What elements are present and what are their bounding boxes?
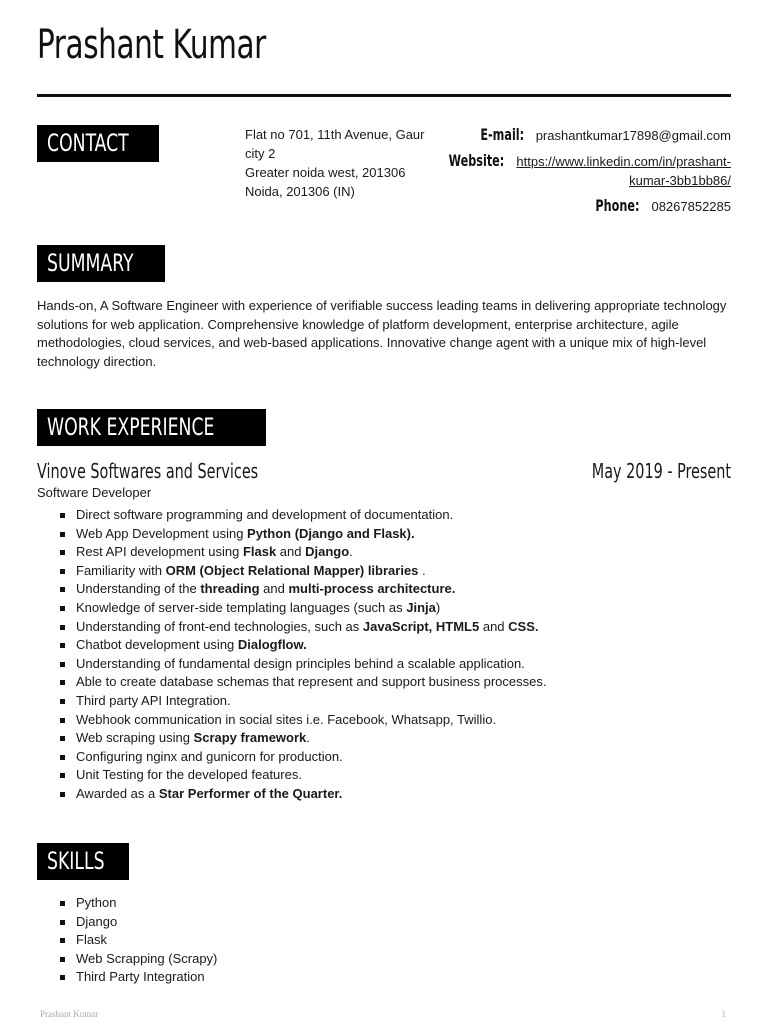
skill-item: Web Scrapping (Scrapy) [58, 950, 217, 969]
list-item: Third party API Integration. [58, 692, 546, 711]
address-block [245, 125, 435, 201]
contact-details [431, 125, 731, 222]
list-item: Configuring nginx and gunicorn for production. [58, 748, 546, 767]
website-link-line[interactable]: https://www.linkedin.com/in/prashant- [516, 154, 731, 169]
email-row [431, 125, 731, 145]
address-line: Noida, 201306 (IN) [245, 184, 355, 199]
email-label: E-mail: [479, 125, 524, 144]
skill-item: Flask [58, 931, 217, 950]
list-item: Unit Testing for the developed features. [58, 766, 546, 785]
skill-item: Python [58, 894, 217, 913]
header-divider [37, 94, 731, 97]
list-item: Familiarity with ORM (Object Relational Mapper) libraries . [58, 562, 546, 581]
section-heading-work-experience: WORK EXPERIENCE [37, 409, 266, 446]
website-label: Website: [448, 151, 505, 170]
list-item: Web App Development using Python (Django and Flask). [58, 525, 546, 544]
summary-line: solutions for web application. Comprehensive knowledge of platform development, enterprise architecture, agile [37, 316, 679, 332]
list-item: Understanding of front-end technologies, such as JavaScript, HTML5 and CSS. [58, 618, 546, 637]
company-name: Vinove Softwares and Services [37, 459, 259, 483]
section-heading-contact: CONTACT [37, 125, 159, 162]
section-heading-skills: SKILLS [37, 843, 129, 880]
phone-value: 08267852285 [651, 199, 731, 214]
skill-item: Django [58, 913, 217, 932]
list-item: Web scraping using Scrapy framework. [58, 729, 546, 748]
list-item: Direct software programming and development of documentation. [58, 506, 546, 525]
address-line: Flat no 701, 11th Avenue, Gaur [245, 127, 425, 142]
list-item: Awarded as a Star Performer of the Quarter. [58, 785, 546, 804]
list-item: Chatbot development using Dialogflow. [58, 636, 546, 655]
footer-page-number: 1 [721, 1009, 726, 1019]
website-link-line[interactable]: kumar-3bb1bb86/ [629, 173, 731, 188]
list-item: Knowledge of server-side templating languages (such as Jinja) [58, 599, 546, 618]
job-responsibilities-list [58, 506, 546, 804]
job-header [37, 459, 731, 483]
website-link[interactable] [516, 152, 731, 190]
skill-item: Third Party Integration [58, 968, 217, 987]
skills-list [58, 894, 217, 987]
list-item: Rest API development using Flask and Django. [58, 543, 546, 562]
website-row [431, 151, 731, 190]
job-role: Software Developer [37, 485, 152, 500]
phone-label: Phone: [595, 196, 640, 215]
list-item: Understanding of fundamental design principles behind a scalable application. [58, 655, 546, 674]
email-value[interactable]: prashantkumar17898@gmail.com [535, 128, 731, 143]
footer-name: Prashant Kumar [40, 1009, 99, 1019]
summary-line: technology direction. [37, 353, 157, 369]
list-item: Able to create database schemas that represent and support business processes. [58, 673, 546, 692]
summary-line: Hands-on, A Software Engineer with experience of verifiable success leading teams in delivering appropriate technology [37, 298, 727, 313]
section-heading-summary: SUMMARY [37, 245, 165, 282]
job-dates: May 2019 - Present [591, 459, 731, 483]
summary-line: methodologies, cloud services, and web-based applications. Innovative change agent with a unique mix of high-level [37, 335, 707, 351]
list-item: Webhook communication in social sites i.e. Facebook, Whatsapp, Twillio. [58, 711, 546, 730]
summary-text [37, 297, 737, 371]
list-item: Understanding of the threading and multi-process architecture. [58, 580, 546, 599]
address-line: city 2 [245, 146, 276, 161]
candidate-name: Prashant Kumar [37, 22, 266, 68]
address-line: Greater noida west, 201306 [245, 165, 406, 180]
phone-row [431, 196, 731, 216]
